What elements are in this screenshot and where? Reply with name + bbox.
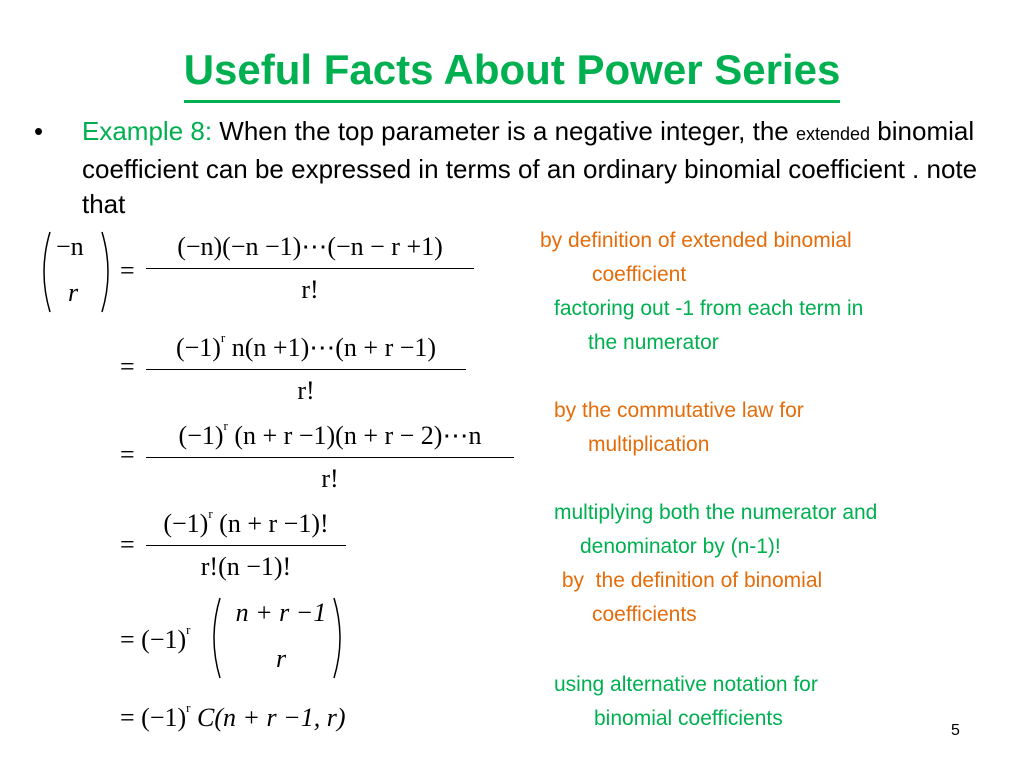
- fraction-3-product: (n + r −1)(n + r − 2)⋯n: [227, 421, 482, 450]
- fraction-2-denominator: r!: [297, 376, 315, 405]
- bullet-text-part-2: binomial coefficient can be expressed in terms of an ordinary binomial coefficient . note that: [82, 116, 978, 219]
- fraction-1: [146, 232, 474, 305]
- equation-6: [120, 700, 345, 733]
- fraction-2-numerator: [146, 330, 466, 363]
- fraction-4-sign-factor: (−1): [163, 509, 209, 538]
- fraction-4: [146, 506, 346, 582]
- bullet-text: [82, 114, 1004, 222]
- equation-5-prefix: [120, 622, 191, 655]
- note-4-line-1: multiplying both the numerator and: [554, 501, 878, 524]
- binomial-2-top: n + r −1: [235, 598, 327, 627]
- equals-sign-2: =: [120, 352, 135, 381]
- note-1: [540, 224, 852, 292]
- binomial-top: −n: [56, 232, 84, 261]
- fraction-4-numerator: [146, 506, 346, 539]
- fraction-2-product: n(n +1)⋯(n + r −1): [225, 333, 437, 362]
- note-6-line-2: binomial coefficients: [594, 707, 783, 730]
- bullet-dot: •: [34, 116, 44, 146]
- fraction-3-exponent: r: [223, 418, 228, 433]
- fraction-4-factorial: (n + r −1)!: [212, 509, 329, 538]
- fraction-3-sign-factor: (−1): [178, 421, 224, 450]
- binomial-bottom: r: [68, 278, 79, 307]
- note-6-line-1: using alternative notation for: [554, 673, 818, 696]
- note-5: [556, 564, 822, 632]
- bullet-paragraph: [34, 114, 1004, 222]
- equation-6-binomial-c: C(n + r −1, r): [190, 703, 346, 732]
- note-1-line-2: coefficient: [592, 263, 687, 286]
- fraction-1-bar: [146, 268, 474, 269]
- page-number: 5: [951, 722, 960, 739]
- fraction-2-exponent: r: [220, 330, 226, 345]
- note-5-line-2: coefficients: [592, 603, 697, 626]
- fraction-1-numerator: (−n)(−n −1)⋯(−n − r +1): [177, 232, 443, 261]
- fraction-2-bar: [146, 369, 466, 370]
- equation-5-exponent: r: [186, 622, 191, 637]
- fraction-3: [146, 418, 514, 494]
- equals-sign-3: =: [120, 440, 135, 469]
- fraction-2-sign-factor: (−1): [175, 333, 221, 362]
- bullet-small-word: extended: [796, 124, 871, 144]
- example-label: Example 8:: [82, 116, 213, 146]
- equals-sign-4: =: [120, 530, 135, 559]
- note-5-line-1: by the definition of binomial: [556, 569, 823, 592]
- fraction-2: [146, 330, 466, 406]
- note-3-line-1: by the commutative law for: [554, 399, 804, 422]
- slide-title: Useful Facts About Power Series: [184, 42, 841, 103]
- note-2: [554, 292, 863, 360]
- note-3: [554, 394, 804, 462]
- equals-sign-1: =: [120, 256, 135, 285]
- note-1-line-1: by definition of extended binomial: [540, 229, 852, 252]
- fraction-1-denominator: r!: [301, 275, 319, 304]
- note-2-line-2: the numerator: [588, 331, 719, 354]
- note-3-line-2: multiplication: [588, 433, 710, 456]
- fraction-4-bar: [146, 545, 346, 546]
- equation-6-exponent: r: [186, 700, 191, 715]
- fraction-4-exponent: r: [208, 506, 213, 521]
- fraction-4-denominator: r!(n −1)!: [200, 552, 292, 581]
- equation-6-factor: = (−1): [120, 703, 187, 732]
- note-2-line-1: factoring out -1 from each term in: [554, 297, 864, 320]
- bullet-text-part-1: When the top parameter is a negative integer, the: [212, 116, 796, 146]
- slide-title-container: [0, 42, 1024, 103]
- fraction-3-denominator: r!: [321, 464, 339, 493]
- fraction-3-bar: [146, 457, 514, 458]
- note-4: [554, 496, 877, 564]
- equation-5-factor: = (−1): [120, 625, 187, 654]
- note-6: [554, 668, 818, 736]
- binomial-2-bottom: r: [275, 644, 287, 673]
- fraction-3-numerator: [146, 418, 514, 451]
- note-4-line-2: denominator by (n-1)!: [580, 535, 781, 558]
